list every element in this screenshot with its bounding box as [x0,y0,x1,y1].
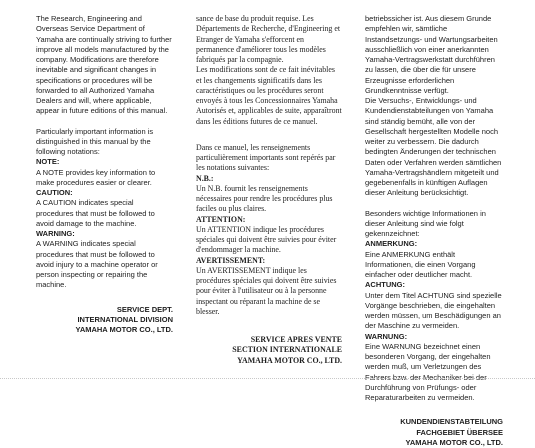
signature-block [36,305,173,336]
caution-label: CAUTION: [36,188,73,197]
warning-text: A WARNING indicates special procedures that must be followed to avoid injury to a machine operator or person inspecting or repairing the machine. [36,239,158,290]
signature-block [196,335,342,366]
bottom-divider [0,378,535,380]
warning-label: AVERTISSEMENT: [196,255,266,265]
notation-intro: Dans ce manuel, les renseignements particulièrement importants sont repérés par les notations suivantes: [196,142,336,173]
signature-line: YAMAHA MOTOR CO., LTD. [75,325,173,334]
caution-label: ACHTUNG: [365,280,405,290]
intro-paragraph: betriebssicher ist. Aus diesem Grunde empfehlen wir, sämtliche Instandsetzungs- und Wartungsarbeiten ausschließlich von einer anerkannten Yamaha-Vertragswerkstatt durchführen zu lassen, die über die für unsere Erzeugnisse erforderlichen Grundkenntnisse verfügt. [365,14,498,95]
signature-line: SERVICE DEPT. [116,304,173,314]
caution-text: A CAUTION indicates special procedures that must be followed to avoid damage to the machine. [36,198,155,228]
signature-line: FACHGEBIET ÜBERSEE [416,427,503,437]
signature-line: KUNDENDIENSTABTEILUNG [400,417,503,427]
caution-text: Un ATTENTION indique les procédures spéciales qui doivent être suivies pour éviter d'endommager la machine. [196,224,337,255]
signature-line: INTERNATIONAL DIVISION [77,314,173,324]
warning-label: WARNING: [36,229,75,238]
notation-intro: Particularly important information is distinguished in this manual by the following notations: [36,126,154,156]
caution-text: Unter dem Titel ACHTUNG sind spezielle Vorgänge beschrieben, die eingehalten werden müssen, um Beschädigungen an der Maschine zu vermeiden. [365,290,502,331]
warning-text: Un AVERTISSEMENT indique les procédures spéciales qui doivent être suivies pour éviter à l'utilisateur ou à la personne inspectant ou réparant la machine de se blesser. [196,265,337,316]
intro-paragraph: The Research, Engineering and Overseas Service Department of Yamaha are continually striving to further improve all models manufactured by the company. Modifications are therefore inevitable and significant changes in specifications or procedures will be forwarded to all Authorized Yamaha Dealers and will, where applicable, appear in future editions of this manual. [36,14,172,116]
english-column [36,14,173,335]
signature-line: YAMAHA MOTOR CO., LTD. [405,437,503,447]
modifications-paragraph: Die Versuchs-, Entwicklungs- und Kundendienstabteilungen von Yamaha sind ständig bemüht, alle von der Gesellschaft hergestellten Modelle noch weiter zu verbessern. Die dadurch bedingten Änderungen der technischen Daten oder Verfahren werden sämtlichen Yamaha-Vertragshändlern mitgeteilt und gegebenenfalls in künftigen Auflagen dieser Anleitung berücksichtigt. [365,96,502,198]
french-column [196,14,342,366]
german-column [365,14,503,448]
note-label: NOTE: [36,157,60,167]
modifications-paragraph: Les modifications sont de ce fait inévitables et les changements significatifs dans les caractéristiques ou les procédures seront envoyés à tous les Concessionnaires Yamaha Autorisés et, applicables de suite, apparaîtront dans les éditions futures de ce manuel. [196,65,342,126]
signature-line: YAMAHA MOTOR CO., LTD. [237,355,342,365]
notation-intro: Besonders wichtige Informationen in dieser Anleitung sind wie folgt gekennzeichnet: [365,208,486,238]
signature-block [365,417,503,448]
warning-label: WARNUNG: [365,331,408,341]
note-label: N.B.: [196,173,214,183]
note-text: Un N.B. fournit les renseignements nécessaires pour rendre les procédures plus faciles ou plus claires. [196,183,333,214]
note-label: ANMERKUNG: [365,239,418,249]
note-text: A NOTE provides key information to make procedures easier or clearer. [36,167,156,187]
caution-label: ATTENTION: [196,214,246,224]
warning-text: Eine WARNUNG bezeichnet einen besonderen Vorgang, der eingehalten werden muß, um Verletzungen des Fahrers bzw. der Mechaniker bei der Durchführung von Prüfungs- oder Reparaturarbeiten zu vermeiden. [365,341,491,402]
note-text: Eine ANMERKUNG enthält Informationen, die einen Vorgang einfacher oder deutlicher macht. [365,249,476,279]
intro-paragraph: sance de base du produit requise. Les Départements de Recherche, d'Engineering et Etranger de Yamaha s'efforcent en permanence d'améliorer tous les modèles fabriqués par la compagnie. [196,14,341,64]
signature-line: SECTION INTERNATIONALE [232,345,342,355]
signature-line: SERVICE APRES VENTE [250,335,342,344]
